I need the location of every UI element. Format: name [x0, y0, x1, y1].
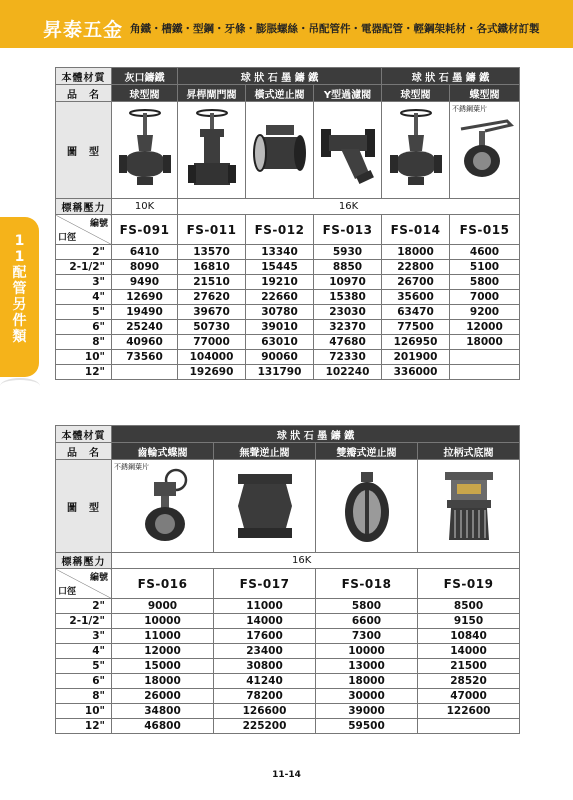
- price-cell: 32370: [314, 320, 382, 335]
- table-row: [56, 659, 520, 674]
- price-cell: 18000: [112, 674, 214, 689]
- size-model-header: [56, 569, 112, 599]
- size-cell: 2-1/2": [56, 260, 112, 275]
- table-row: [56, 689, 520, 704]
- valve-spec-table-1: [55, 67, 520, 380]
- product-name: 球型閥: [382, 85, 450, 102]
- globe-valve-icon: [390, 107, 442, 193]
- price-cell: 10000: [112, 614, 214, 629]
- price-cell: 126600: [214, 704, 316, 719]
- foot-valve-icon: [439, 466, 499, 546]
- caliber-label: 口徑: [58, 233, 77, 243]
- price-cell: [418, 719, 520, 734]
- brand-tagline: 角鐵・槽鐵・型鋼・牙條・膨脹螺絲・吊配管件・電器配管・輕鋼架耗材・各式鐵材訂製: [130, 23, 540, 35]
- image-label: 圖 型: [56, 460, 112, 553]
- price-cell: 12690: [112, 290, 178, 305]
- price-cell: 39010: [246, 320, 314, 335]
- size-cell: 4": [56, 290, 112, 305]
- table-row: [56, 275, 520, 290]
- model-number: FS-018: [316, 569, 418, 599]
- butterfly-valve-image: [450, 102, 520, 199]
- size-cell: 3": [56, 629, 112, 644]
- price-cell: 39000: [316, 704, 418, 719]
- material-cell: 球 狀 石 墨 鑄 鐵: [112, 426, 520, 443]
- price-cell: 30780: [246, 305, 314, 320]
- price-cell: 10970: [314, 275, 382, 290]
- price-cell: 26700: [382, 275, 450, 290]
- caliber-label: 口徑: [58, 587, 77, 597]
- section-tab-label: [0, 233, 39, 345]
- table-row: [56, 290, 520, 305]
- size-cell: 2": [56, 245, 112, 260]
- price-cell: 4600: [450, 245, 520, 260]
- gear-butterfly-valve-icon: [128, 466, 198, 546]
- price-cell: 14000: [214, 614, 316, 629]
- price-cell: 47000: [418, 689, 520, 704]
- table-row: [56, 245, 520, 260]
- price-cell: 25240: [112, 320, 178, 335]
- size-cell: 6": [56, 674, 112, 689]
- size-cell: 4": [56, 644, 112, 659]
- valve-spec-table-2: [55, 425, 520, 734]
- product-name: 蝶型閥: [450, 85, 520, 102]
- model-number: FS-014: [382, 215, 450, 245]
- price-cell: 16810: [178, 260, 246, 275]
- price-cell: 11000: [214, 599, 316, 614]
- product-name: 拉柄式底閥: [418, 443, 520, 460]
- price-cell: 22660: [246, 290, 314, 305]
- price-cell: 6600: [316, 614, 418, 629]
- price-cell: [450, 350, 520, 365]
- brand-title: 昇泰五金: [43, 19, 124, 41]
- price-cell: 15380: [314, 290, 382, 305]
- price-cell: 21500: [418, 659, 520, 674]
- price-cell: 6410: [112, 245, 178, 260]
- model-number-label: 編號: [89, 573, 108, 583]
- price-cell: 19210: [246, 275, 314, 290]
- price-cell: 7000: [450, 290, 520, 305]
- header-bar: [0, 0, 573, 48]
- model-number: FS-012: [246, 215, 314, 245]
- product-name: 雙瓣式逆止閥: [316, 443, 418, 460]
- model-number: FS-011: [178, 215, 246, 245]
- price-cell: 9000: [112, 599, 214, 614]
- size-cell: 12": [56, 365, 112, 380]
- price-cell: [450, 365, 520, 380]
- table-row: [56, 719, 520, 734]
- size-cell: 3": [56, 275, 112, 290]
- price-cell: 23400: [214, 644, 316, 659]
- table-row: [56, 614, 520, 629]
- price-cell: 126950: [382, 335, 450, 350]
- price-cell: 131790: [246, 365, 314, 380]
- price-cell: 21510: [178, 275, 246, 290]
- y-strainer-icon: [319, 115, 377, 185]
- price-cell: 122600: [418, 704, 520, 719]
- size-cell: 10": [56, 350, 112, 365]
- price-cell: 35600: [382, 290, 450, 305]
- pressure-value: 10K: [112, 199, 178, 215]
- section-tab: [0, 217, 39, 377]
- price-cell: 30000: [316, 689, 418, 704]
- decorative-curve: [0, 378, 40, 394]
- model-number: FS-016: [112, 569, 214, 599]
- price-cell: 7300: [316, 629, 418, 644]
- table-row: [56, 260, 520, 275]
- price-cell: 5800: [316, 599, 418, 614]
- price-cell: 192690: [178, 365, 246, 380]
- price-cell: 77000: [178, 335, 246, 350]
- model-number: FS-015: [450, 215, 520, 245]
- table-row: [56, 704, 520, 719]
- price-cell: 102240: [314, 365, 382, 380]
- globe-valve-image: [382, 102, 450, 199]
- price-cell: 10840: [418, 629, 520, 644]
- price-cell: 14000: [418, 644, 520, 659]
- stainless-disc-note: 不銹鋼葉片: [452, 105, 487, 113]
- size-cell: 2-1/2": [56, 614, 112, 629]
- butterfly-valve-icon: [455, 115, 515, 185]
- price-cell: 13570: [178, 245, 246, 260]
- price-cell: 336000: [382, 365, 450, 380]
- size-cell: 6": [56, 320, 112, 335]
- size-cell: 8": [56, 689, 112, 704]
- material-cell: 灰口鑄鐵: [112, 68, 178, 85]
- product-name: 球型閥: [112, 85, 178, 102]
- price-cell: 8850: [314, 260, 382, 275]
- material-label: 本體材質: [56, 426, 112, 443]
- product-name: 昇桿閘門閥: [178, 85, 246, 102]
- price-cell: 8090: [112, 260, 178, 275]
- size-cell: 8": [56, 335, 112, 350]
- price-cell: 34800: [112, 704, 214, 719]
- price-cell: 8500: [418, 599, 520, 614]
- foot-valve-image: [418, 460, 520, 553]
- model-number: FS-091: [112, 215, 178, 245]
- pressure-label: 標稱壓力: [56, 199, 112, 215]
- price-cell: 11000: [112, 629, 214, 644]
- product-name-label: 品 名: [56, 85, 112, 102]
- price-cell: 72330: [314, 350, 382, 365]
- material-cell: 球 狀 石 墨 鑄 鐵: [382, 68, 520, 85]
- material-label: 本體材質: [56, 68, 112, 85]
- table-row: [56, 629, 520, 644]
- price-cell: 46800: [112, 719, 214, 734]
- price-cell: 39670: [178, 305, 246, 320]
- price-cell: 22800: [382, 260, 450, 275]
- table-row: [56, 644, 520, 659]
- table-row: [56, 599, 520, 614]
- model-number: FS-019: [418, 569, 520, 599]
- size-model-header: [56, 215, 112, 245]
- dual-plate-check-valve-image: [316, 460, 418, 553]
- price-cell: 9150: [418, 614, 520, 629]
- product-name: 無聲逆止閥: [214, 443, 316, 460]
- table-row: [56, 320, 520, 335]
- price-cell: 17600: [214, 629, 316, 644]
- price-cell: 19490: [112, 305, 178, 320]
- price-cell: 18000: [450, 335, 520, 350]
- price-cell: 12000: [450, 320, 520, 335]
- price-cell: 41240: [214, 674, 316, 689]
- price-cell: 10000: [316, 644, 418, 659]
- table-row: [56, 305, 520, 320]
- check-valve-image: [246, 102, 314, 199]
- price-cell: 73560: [112, 350, 178, 365]
- size-cell: 5": [56, 305, 112, 320]
- product-name: 齒輪式蝶閥: [112, 443, 214, 460]
- globe-valve-icon: [119, 107, 171, 193]
- price-cell: 47680: [314, 335, 382, 350]
- price-cell: 78200: [214, 689, 316, 704]
- price-cell: 225200: [214, 719, 316, 734]
- price-cell: 63470: [382, 305, 450, 320]
- pressure-value: 16K: [178, 199, 520, 215]
- product-name: Y型過濾閥: [314, 85, 382, 102]
- price-cell: 90060: [246, 350, 314, 365]
- globe-valve-image: [112, 102, 178, 199]
- section-tab-text: 11配管另件類: [12, 233, 27, 345]
- price-cell: 27620: [178, 290, 246, 305]
- price-cell: 13340: [246, 245, 314, 260]
- price-cell: 201900: [382, 350, 450, 365]
- model-number: FS-013: [314, 215, 382, 245]
- image-label: 圖 型: [56, 102, 112, 199]
- price-cell: 15445: [246, 260, 314, 275]
- price-cell: 23030: [314, 305, 382, 320]
- table-row: [56, 335, 520, 350]
- table-row: [56, 365, 520, 380]
- stainless-disc-note: 不銹鋼葉片: [114, 463, 149, 471]
- model-number: FS-017: [214, 569, 316, 599]
- gear-butterfly-valve-image: [112, 460, 214, 553]
- price-cell: 28520: [418, 674, 520, 689]
- price-cell: 18000: [382, 245, 450, 260]
- table-row: [56, 350, 520, 365]
- price-cell: 5930: [314, 245, 382, 260]
- y-strainer-image: [314, 102, 382, 199]
- model-number-label: 編號: [89, 219, 108, 229]
- silent-check-valve-icon: [230, 466, 300, 546]
- price-cell: 104000: [178, 350, 246, 365]
- price-cell: 5800: [450, 275, 520, 290]
- size-cell: 2": [56, 599, 112, 614]
- price-cell: 50730: [178, 320, 246, 335]
- pressure-label: 標稱壓力: [56, 553, 112, 569]
- product-name: 橫式逆止閥: [246, 85, 314, 102]
- dual-plate-check-valve-icon: [337, 466, 397, 546]
- price-cell: 5100: [450, 260, 520, 275]
- price-cell: 15000: [112, 659, 214, 674]
- price-cell: 13000: [316, 659, 418, 674]
- price-cell: 9200: [450, 305, 520, 320]
- price-cell: 59500: [316, 719, 418, 734]
- size-cell: 10": [56, 704, 112, 719]
- page-number: 11-14: [272, 770, 301, 780]
- price-cell: 40960: [112, 335, 178, 350]
- silent-check-valve-image: [214, 460, 316, 553]
- gate-valve-image: [178, 102, 246, 199]
- price-cell: 12000: [112, 644, 214, 659]
- pressure-value: 16K: [112, 553, 520, 569]
- table-row: [56, 674, 520, 689]
- price-cell: 30800: [214, 659, 316, 674]
- gate-valve-icon: [186, 107, 238, 193]
- price-cell: 77500: [382, 320, 450, 335]
- size-cell: 12": [56, 719, 112, 734]
- material-cell: 球 狀 石 墨 鑄 鐵: [178, 68, 382, 85]
- price-cell: 9490: [112, 275, 178, 290]
- price-cell: 26000: [112, 689, 214, 704]
- product-name-label: 品 名: [56, 443, 112, 460]
- price-cell: 18000: [316, 674, 418, 689]
- check-valve-icon: [252, 115, 308, 185]
- price-cell: [112, 365, 178, 380]
- price-cell: 63010: [246, 335, 314, 350]
- size-cell: 5": [56, 659, 112, 674]
